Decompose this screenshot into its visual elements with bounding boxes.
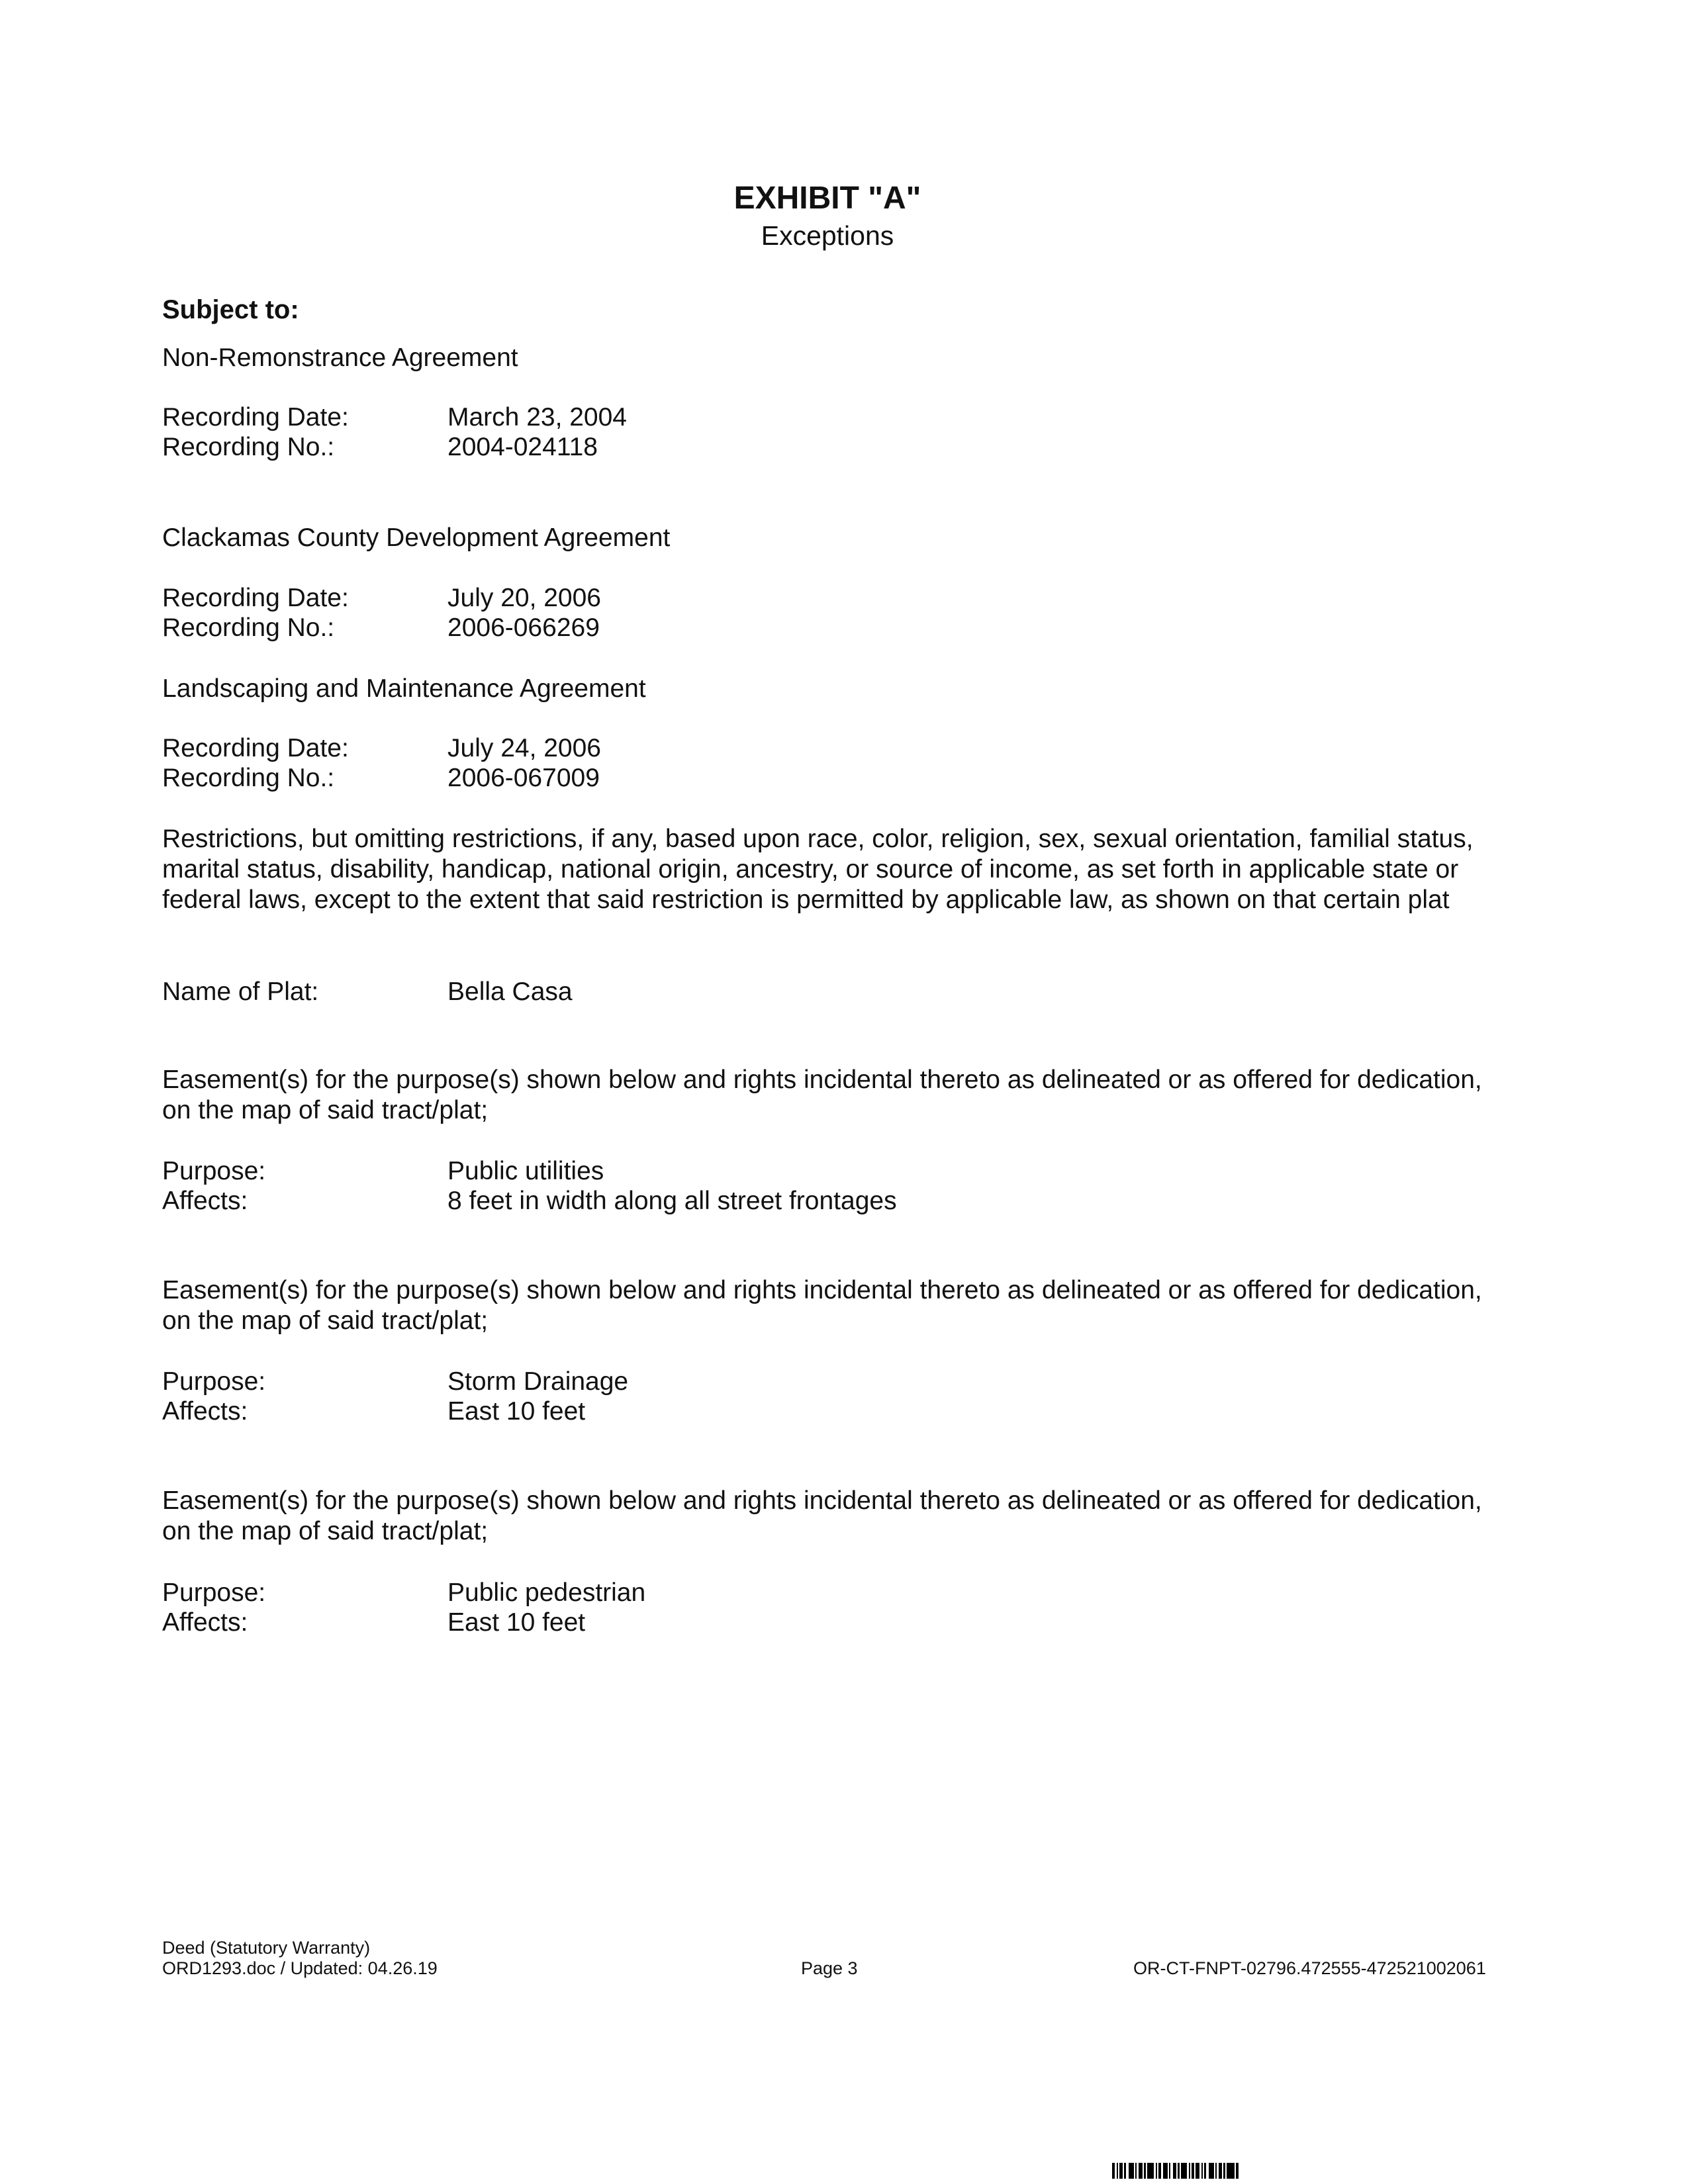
field-value: Bella Casa [447,978,573,1006]
field-value: 2004-024118 [447,433,598,461]
barcode [1112,2163,1291,2179]
section-heading: Non-Remonstrance Agreement [162,343,518,372]
field-value: July 20, 2006 [447,584,602,612]
field-value: 2006-067009 [447,764,600,792]
field-value: Public pedestrian [447,1578,646,1607]
field-value: March 23, 2004 [447,403,628,432]
field-value: 8 feet in width along all street frontages [447,1187,897,1215]
field-value: July 24, 2006 [447,734,602,762]
footer-doc-type: Deed (Statutory Warranty) [162,1938,371,1958]
restrictions-paragraph: Restrictions, but omitting restrictions, if any, based upon race, color, religion, sex, sexual orientation, familial status, marital status, disability, handicap, national origin, ancestry, or source of income, as set forth in applicable state or federal laws, except to the extent that said restriction is permitted by applicable law, as shown on that certain plat [162,825,1474,914]
section-heading: Landscaping and Maintenance Agreement [162,674,646,703]
field-label: Recording No.: [162,614,335,642]
field-label: Recording Date: [162,403,349,432]
field-value: 2006-066269 [447,614,600,642]
easement-paragraph: Easement(s) for the purpose(s) shown below and rights incidental thereto as delineated or as offered for dedication, on the map of said tract/plat; [162,1486,1482,1545]
easement-paragraph: Easement(s) for the purpose(s) shown below and rights incidental thereto as delineated or as offered for dedication, on the map of said tract/plat; [162,1276,1482,1335]
field-label: Recording No.: [162,433,335,461]
field-label: Recording Date: [162,584,349,612]
field-label: Name of Plat: [162,978,319,1006]
field-label: Recording No.: [162,764,335,792]
exhibit-subtitle: Exceptions [761,220,894,251]
field-value: East 10 feet [447,1397,586,1426]
field-label: Purpose: [162,1157,266,1185]
field-label: Purpose: [162,1578,266,1607]
subject-heading: Subject to: [162,295,299,324]
field-label: Affects: [162,1187,248,1215]
easement-paragraph: Easement(s) for the purpose(s) shown below and rights incidental thereto as delineated or as offered for dedication, on the map of said tract/plat; [162,1066,1482,1124]
field-value: Public utilities [447,1157,604,1185]
section-heading: Clackamas County Development Agreement [162,523,671,552]
footer-doc-ref: ORD1293.doc / Updated: 04.26.19 [162,1958,438,1978]
field-label: Recording Date: [162,734,349,762]
field-label: Purpose: [162,1367,266,1396]
footer-order-number: OR-CT-FNPT-02796.472555-472521002061 [1133,1958,1486,1978]
field-value: Storm Drainage [447,1367,629,1396]
field-label: Affects: [162,1608,248,1637]
field-label: Affects: [162,1397,248,1426]
field-value: East 10 feet [447,1608,586,1637]
footer-page-number: Page 3 [801,1958,858,1978]
exhibit-title: EXHIBIT "A" [733,181,921,216]
